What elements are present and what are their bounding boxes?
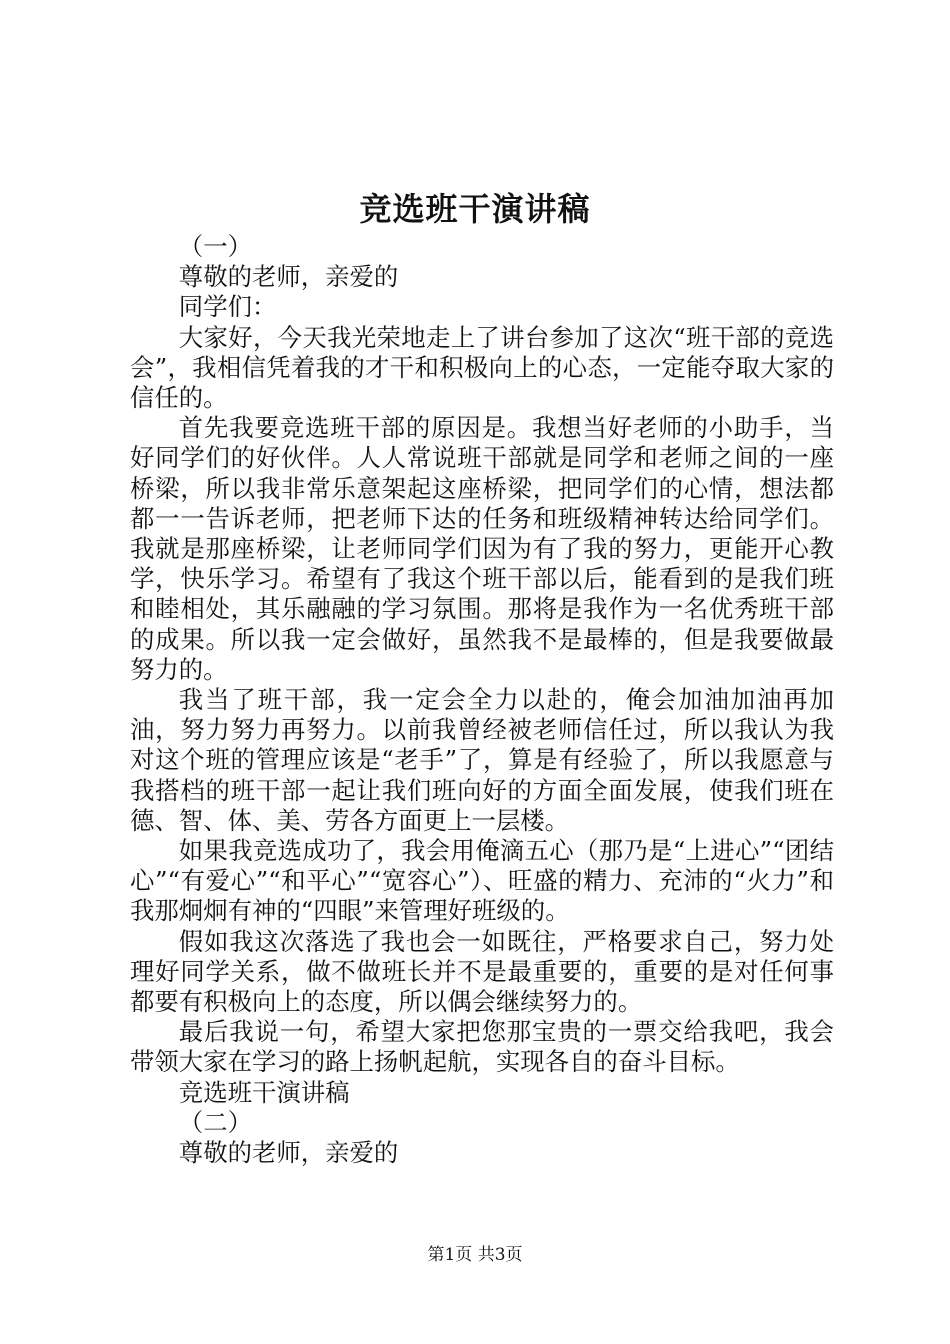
paragraph: 首先我要竞选班干部的原因是。我想当好老师的小助手，当好同学们的好伙伴。人人常说班干部就是同学和老师之间的一座桥梁，所以我非常乐意架起这座桥梁，把同学们的心情，想法都都一一告诉老师，把老师下达的任务和班级精神转达给同学们。我就是那座桥梁，让老师同学们因为有了我的努力，更能开心教学，快乐学习。希望有了我这个班干部以后，能看到的是我们班和睦相处，其乐融融的学习氛围。那将是我作为一名优秀班干部的成果。所以我一定会做好，虽然我不是最棒的，但是我要做最努力的。 xyxy=(130,413,834,684)
document-title: 竞选班干演讲稿 xyxy=(359,190,591,228)
paragraph: 如果我竞选成功了，我会用俺滴五心（那乃是“上进心”“团结心”“有爱心”“和平心”“宽容心”）、旺盛的精力、充沛的“火力”和我那炯炯有神的“四眼”来管理好班级的。 xyxy=(130,836,834,926)
paragraph: 大家好，今天我光荣地走上了讲台参加了这次“班干部的竞选会”，我相信凭着我的才干和积极向上的心态，一定能夺取大家的信任的。 xyxy=(130,322,834,413)
paragraph: 假如我这次落选了我也会一如既往，严格要求自己，努力处理好同学关系，做不做班长并不是最重要的，重要的是对任何事都要有积极向上的态度，所以偶会继续努力的。 xyxy=(130,926,834,1017)
paragraph: 竞选班干演讲稿 xyxy=(178,1077,350,1107)
paragraph: （一） xyxy=(178,232,252,261)
paragraph: 最后我说一句，希望大家把您那宝贵的一票交给我吧，我会带领大家在学习的路上扬帆起航，实现各自的奋斗目标。 xyxy=(130,1017,834,1077)
paragraph: 尊敬的老师，亲爱的 xyxy=(178,1138,399,1168)
paragraph: 尊敬的老师，亲爱的 xyxy=(178,262,399,292)
document-body xyxy=(130,232,834,1168)
page-footer: 第1页 共3页 xyxy=(427,1245,523,1265)
paragraph: 我当了班干部，我一定会全力以赴的，俺会加油加油再加油，努力努力再努力。以前我曾经被老师信任过，所以我认为我对这个班的管理应该是“老手”了，算是有经验了，所以我愿意与我搭档的班干部一起让我们班向好的方面全面发展，使我们班在德、智、体、美、劳各方面更上一层楼。 xyxy=(130,685,834,835)
paragraph: （二） xyxy=(178,1107,252,1137)
paragraph: 同学们： xyxy=(178,292,277,322)
